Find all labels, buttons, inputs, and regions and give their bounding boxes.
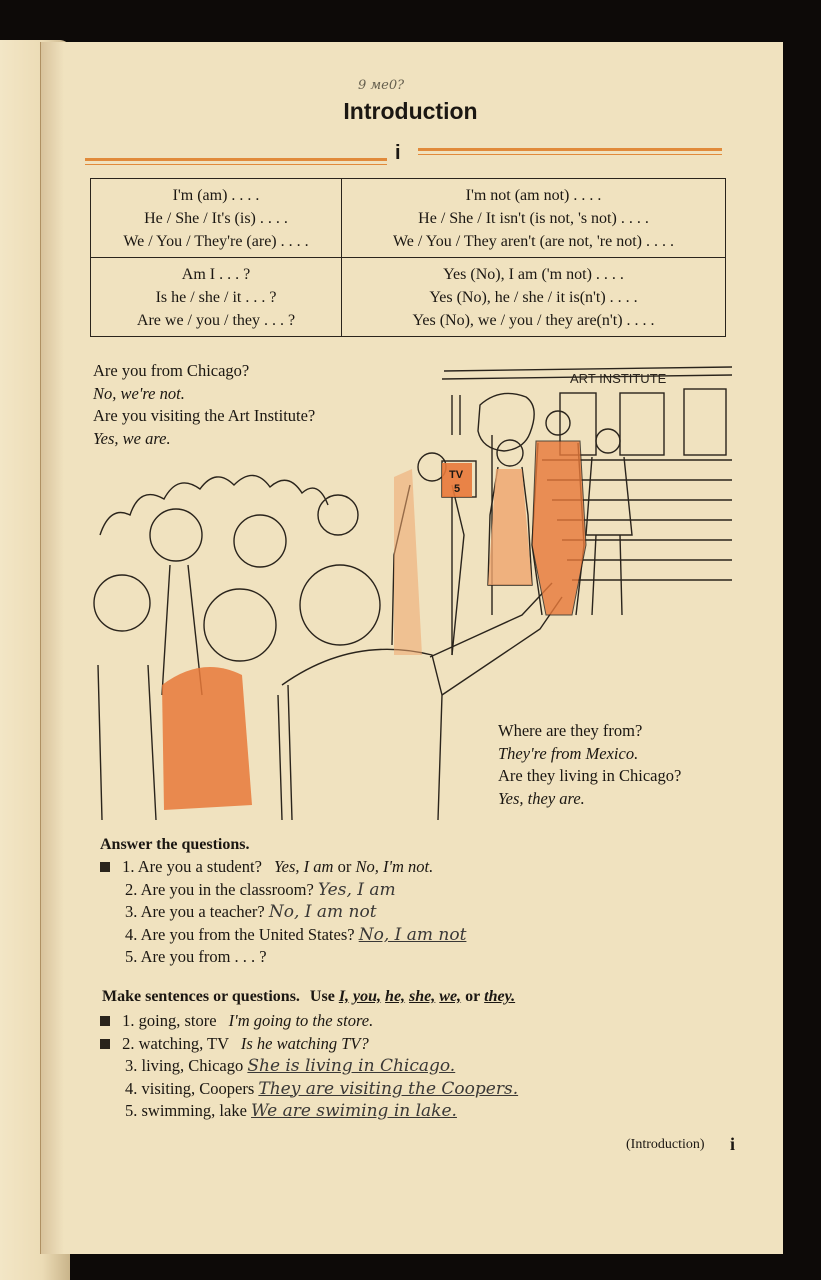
grammar-line: Yes (No), he / she / it is(n't) . . . . [429, 289, 638, 306]
orange-rule-right-thin [418, 154, 722, 155]
item-number: 5. [125, 947, 138, 966]
pronoun: we, [439, 988, 462, 1005]
exercise-1-item [100, 946, 740, 969]
dialogue-bottom [498, 720, 681, 810]
pronoun: you, [353, 988, 382, 1005]
exercise-1-item [100, 924, 740, 947]
handwritten-answer: We are swiming in lake. [251, 1101, 457, 1121]
grammar-cell-questions [91, 258, 342, 337]
instruction-prefix: Use [309, 988, 335, 1005]
grammar-line: We / You / They aren't (are not, 're not) . . . . [392, 233, 674, 250]
grammar-cell-affirmative [91, 179, 342, 258]
grammar-line: I'm (am) . . . . [172, 187, 260, 204]
item-example-or: or [337, 857, 352, 876]
dialogue-line: Are they living in Chicago? [498, 766, 682, 785]
dialogue-line: Where are they from? [498, 721, 643, 740]
grammar-line: Is he / she / it . . . ? [155, 289, 277, 306]
exercise-1-heading: Answer the questions. [100, 836, 250, 853]
building-sign: ART INSTITUTE [570, 371, 667, 386]
handwritten-answer: No, I am not [358, 924, 467, 945]
item-example: I'm going to the store. [228, 1011, 374, 1030]
example-bullet [100, 862, 110, 872]
grammar-cell-negative [342, 179, 726, 258]
grammar-line: Yes (No), we / you / they are(n't) . . . . [412, 312, 655, 329]
item-question: Are you a teacher? [140, 902, 265, 921]
pronoun: they. [484, 988, 516, 1005]
exercise-2-item [100, 1010, 760, 1033]
item-prompt: visiting, Coopers [141, 1078, 255, 1098]
page-number: i [730, 1134, 736, 1154]
item-number: 4. [125, 924, 138, 944]
item-example: Yes, I am [274, 857, 334, 876]
item-question: Are you from . . . ? [140, 947, 267, 966]
exercise-1-item [100, 901, 740, 924]
handwritten-answer: They are visiting the Coopers. [258, 1078, 519, 1099]
exercise-2-list [100, 1010, 760, 1123]
grammar-line: He / She / It's (is) . . . . [144, 210, 288, 227]
page-title: Introduction [343, 98, 478, 124]
grammar-table [90, 178, 726, 337]
pronoun: she, [409, 988, 436, 1005]
orange-rule-left [85, 158, 387, 161]
orange-rule-left-thin [85, 164, 387, 165]
pronoun: he, [385, 988, 406, 1005]
item-number: 3. [125, 902, 138, 921]
dialogue-top [93, 360, 315, 450]
exercise-1-item [100, 856, 740, 879]
item-number: 2. [125, 879, 138, 899]
exercise-2-item [100, 1055, 760, 1078]
grammar-line: He / She / It isn't (is not, 's not) . . . . [418, 210, 649, 227]
grammar-line: Am I . . . ? [181, 266, 251, 283]
grammar-row-statements [91, 179, 726, 258]
grammar-line: Are we / you / they . . . ? [136, 312, 296, 329]
instruction-or: or [465, 988, 481, 1005]
dialogue-line: They're from Mexico. [498, 743, 639, 763]
pronoun: I, [338, 988, 350, 1005]
handwritten-answer: No, I am not [268, 902, 377, 922]
pencil-scribble: 9 ме0? [358, 78, 405, 93]
page-gutter-shadow [40, 42, 64, 1254]
example-bullet [100, 1016, 110, 1026]
item-question: Are you in the classroom? [140, 879, 314, 899]
exercise-2-item [100, 1100, 760, 1123]
item-prompt: watching, TV [138, 1033, 229, 1053]
grammar-line: I'm not (am not) . . . . [465, 187, 602, 204]
exercise-2-item [100, 1033, 760, 1056]
handwritten-answer: Yes, I am [317, 879, 396, 900]
exercise-1-item [100, 879, 740, 902]
dialogue-line: Are you visiting the Art Institute? [93, 406, 316, 425]
exercise-2-instructions [102, 988, 515, 1006]
item-number: 1. [122, 1011, 135, 1030]
item-number: 5. [125, 1101, 138, 1120]
dialogue-line: Yes, we are. [93, 428, 171, 448]
item-number: 1. [122, 857, 135, 876]
dialogue-line: No, we're not. [93, 383, 185, 403]
item-prompt: swimming, lake [141, 1101, 247, 1120]
item-prompt: going, store [138, 1011, 217, 1030]
grammar-row-questions [91, 258, 726, 337]
grammar-cell-short-answers [342, 258, 726, 337]
example-bullet [100, 1039, 110, 1049]
item-number: 2. [122, 1033, 135, 1053]
dialogue-line: Are you from Chicago? [93, 361, 250, 380]
item-number: 4. [125, 1078, 138, 1098]
exercise-1-list [100, 856, 740, 969]
exercise-2-item [100, 1078, 760, 1101]
item-example-end: No, I'm not. [355, 857, 434, 876]
item-example: Is he watching TV? [240, 1033, 369, 1053]
orange-rule-right [418, 148, 722, 151]
exercise-2-heading: Make sentences or questions. [102, 988, 300, 1005]
item-question: Are you a student? [137, 857, 262, 876]
handwritten-answer: She is living in Chicago. [247, 1056, 456, 1076]
dialogue-line: Yes, they are. [498, 788, 585, 808]
grammar-line: Yes (No), I am ('m not) . . . . [443, 266, 624, 283]
camera-label-channel: 5 [454, 483, 461, 495]
camera-label-tv: TV [449, 469, 464, 481]
section-marker: i [395, 142, 401, 164]
item-number: 3. [125, 1056, 138, 1075]
item-prompt: living, Chicago [141, 1056, 244, 1075]
footer-label: (Introduction) [626, 1137, 705, 1152]
item-question: Are you from the United States? [140, 924, 355, 944]
grammar-line: We / You / They're (are) . . . . [123, 233, 309, 250]
